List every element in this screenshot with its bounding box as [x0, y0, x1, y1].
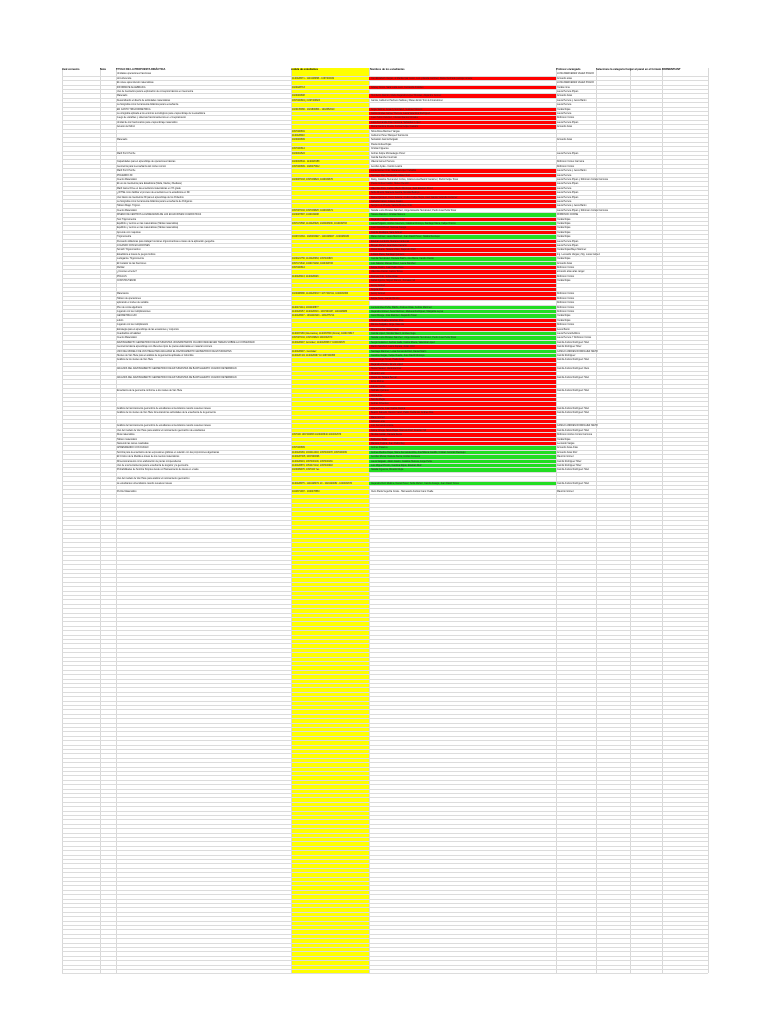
cell-profesor: Laura Herrera Pijuan	[557, 240, 579, 243]
cell-nombres: Fabián Cortés	[371, 385, 386, 388]
cell-profesor: Yeralia Rojas	[557, 280, 571, 283]
cell-nombres: Camila Sanchez Guzmán	[371, 157, 398, 159]
cell-nombres: Gloria Arce	[371, 394, 383, 397]
cell-profesor: Camilo Rodríguez Hdez	[557, 460, 582, 463]
cell-nombres: Lucía Gomez Ortiz, Mariana Lopez Ceballos	[371, 170, 417, 173]
cell-title: Math Game Drive en las enseñanza matemáticas en 7th grade	[117, 187, 181, 190]
cell-cedula: 1140428207 - Gonzalez	[292, 350, 317, 353]
cell-title: Equilibrio y centros en las matemáticas (Tablas matemática)	[117, 227, 179, 230]
spreadsheet	[62, 68, 708, 973]
cell-nombres: Isabel Aguirre, Miguel Ramos, Jhonatan Gil	[371, 280, 416, 283]
cell-title: Análisis del razonamiento geométrico de estudiantes universitarios cuando resuelven tareas	[117, 425, 211, 428]
cell-title: Uso de GeoGebra para la exploración de conceptos básicos en Geometría	[117, 91, 194, 93]
cell-title: ANÁLISIS DEL RAZONAMIENTO GEOMÉTRICO DE ESTUDIANTES DE BACHILLERATO CUANDO DETERMINAN	[117, 368, 237, 371]
cell-title: Cuento Matemático	[117, 209, 137, 212]
cell-title: Uso del modelo de Van Hiele para analizar el razonamiento geométrico de estudiantes	[117, 429, 206, 432]
cell-profesor: Robinson Andrés Cortés Carmona	[557, 434, 592, 437]
header-categoria: Seleccione la categoría Cargar al panel en el formato PARMENTIANT	[596, 68, 681, 71]
cell-nombres: Valentina Osorio, Carlos Torres	[371, 271, 403, 274]
cell-cedula: 1097487194, 1097469825, 1040032671	[292, 209, 333, 212]
cell-nombres: Felipe Castro, Juan Pablo Ossa	[371, 267, 404, 269]
cell-profesor: Laura Herrera y Jesús Barón	[557, 170, 587, 173]
cell-cedula: 1097471842, 1020471292, 1020493706	[292, 262, 333, 265]
cell-title: Aprende con maquinas	[117, 231, 141, 234]
cell-profesor: Armando arias	[557, 77, 572, 80]
cell-nombres: Alejandra Gómez, Sara Martínez, Mariana Rodríguez, Margarita Leyva	[371, 311, 444, 313]
cell-title: subón	[117, 319, 124, 322]
grid-line	[708, 68, 709, 973]
cell-nombres: Adriana Luna	[371, 421, 385, 423]
cell-profesor: Yeralia Rojas	[557, 108, 571, 111]
cell-cedula: 1097400814	[292, 267, 305, 269]
cell-title: RAZONAMIENTO GEOMÉTRICO DE ESTUDIANTES UNIVERSITARIOS CUANDO RESUELVEN TAREAS SOBRE LA CONVEXIDAD	[117, 341, 255, 344]
cell-profesor: Robinson Cortés	[557, 302, 575, 305]
cell-profesor: Armando Arias Arias	[557, 447, 578, 450]
cell-profesor: Robinson Cortés	[557, 306, 575, 309]
cell-title: Unidad de los fraccionarios para el aprendizaje matemático	[117, 121, 178, 124]
cell-profesor: Robinson Cortés	[557, 267, 575, 269]
cell-cedula: 1097400819 y 1097400823	[292, 99, 320, 102]
cell-nombres: Natalia Lucía Morales Sánchez, Jorge Eduardo Hernández, Pedro José Peña Tovar	[371, 337, 457, 340]
cell-title: ¿Conoces el lente?	[117, 271, 137, 274]
cell-nombres: Angie Sabino, Amaury Gonzalez, Gustavo Moreno	[371, 108, 423, 111]
cell-title: Naciendo las raíces cuadradas	[117, 443, 149, 445]
cell-profesor: Camilo Andrés Rodríguez Hdez	[557, 412, 590, 415]
cell-nombres: Silvia Rosa Martinez Vargas	[371, 130, 400, 133]
cell-nombres: Andrés Cifuentes	[371, 403, 389, 406]
cell-nombres: Jennifer Ayala - Camilo Loaiza	[371, 165, 402, 168]
cell-cedula: 1044871997 - 1040078863	[292, 491, 320, 494]
cell-profesor: Laura Herrera Pijuan	[557, 91, 579, 93]
cell-title: Math Puzz Puzzle	[117, 152, 136, 155]
cell-profesor: Yeralia Rojas	[557, 315, 571, 318]
cell-title: EN CANTO TRIGONOMETRICA	[117, 108, 151, 111]
cell-profesor: Robinson Cortés	[557, 297, 575, 300]
cell-title: Uso del modelo de Van Hiele para analizar el razonamiento geométrico	[117, 478, 190, 481]
cell-title: Unidades operaciones fraccionas	[117, 73, 151, 76]
cell-cedula: 1020487887, 1040032488	[292, 214, 319, 217]
cell-nombres: Alejandro Vargas, Daniela Osorio	[371, 218, 405, 221]
cell-cedula: 1020484808	[292, 95, 305, 98]
cell-cedula: 1140474414, 1034438877	[292, 306, 319, 309]
cell-profesor: Mauricio Gómez	[557, 491, 574, 494]
cell-title: Multitar	[117, 267, 125, 269]
cell-title: El uso de GeoGebra para Estadística (Moda, Media y Mediana)	[117, 183, 182, 186]
cell-title: Probabilidades de Sombra Simples desde un Planteamiento de áreas en el aula	[117, 469, 199, 472]
cell-profesor: Yeralia ruina	[557, 86, 570, 89]
cell-profesor: Laura Herrera Pijuan y Robinson Cortés Carmona	[557, 209, 608, 212]
cell-title: Desarrollando el diseño de actividades matemáticas	[117, 99, 171, 102]
cell-title: POLIEDRO 3D	[117, 174, 133, 177]
cell-profesor: Yeralia Rojas	[557, 438, 571, 441]
cell-profesor: Laura Herrera Pijuan y Robinson Cortés Carmona	[557, 179, 608, 181]
cell-cedula: 1040721364 - 1020484927 - 1140428027 - 1020484930	[292, 236, 350, 239]
cell-profesor: Armando Arias Ruíz	[557, 451, 578, 454]
cell-profesor: Yeralia Rojas	[557, 231, 571, 234]
cell-title: JUGANDO CON ECUACIONES	[117, 245, 150, 247]
cell-profesor: Laura Herrera Pijuan	[557, 245, 579, 247]
cell-profesor: Laura Herrera/Adfórés	[557, 333, 580, 335]
cell-cedula: 1020488980, 1140428033 Y 1077401511, 1040031866	[292, 293, 349, 296]
cell-nombres: Laura Pulgarín, Andrés Guerrero, Catalina Montoya, Santiago Mena, Felipe Orozco	[371, 223, 456, 225]
cell-title: La ortografía aplicada a los entornos tecnológicos para el aprendizaje de la estadística	[117, 113, 206, 115]
cell-nombres: Cristian Figueroa	[371, 148, 389, 151]
cell-title: Sombra para la enseñanza de las expresiones gráficas en relación con las proporciones algebraicas	[117, 451, 220, 454]
header-nota: Nota	[100, 68, 106, 71]
cell-title: La fotografía como herramienta didáctica para la enseñanza de Polígonos	[117, 201, 193, 203]
cell-profesor: Ing. Leonardo Vargas y Mg. Lucas Gómez	[557, 253, 600, 256]
cell-cedula: 1140428213, 1140428226	[292, 275, 319, 278]
cell-nombres: Sofía Rincón, Manuela Gaviria, Nicolás Bedoya	[371, 192, 420, 195]
cell-title: Pensando didácticas para trabajar funciones trigonométricas a través de la aplicación geogebra	[117, 240, 215, 243]
cell-title: Dimensionamiento como elaboración de piezas rompecabezas	[117, 460, 181, 463]
cell-cedula: 1140428879, 1054474142, 1097400018	[292, 465, 333, 467]
cell-profesor: Armando Arias	[557, 95, 573, 98]
cell-profesor: Camilo Andrés Rodríguez Hdez	[557, 407, 590, 410]
cell-nombres: Jaime Ortega, Silvia Rojas, Marcela Díaz, Esteban Gil	[371, 429, 427, 432]
cell-profesor: Laura Herrera	[557, 201, 572, 203]
header-profesor: Profesor encargado	[556, 68, 581, 71]
cell-profesor: Robinson Cortes Carmona	[557, 161, 585, 164]
cell-title: Estrategia para el aprendizaje de las ecuaciones y conjuntos	[117, 328, 179, 331]
cell-nombres: Mónica Salgado, Jorge Valencia	[371, 324, 404, 327]
cell-cedula: 1020135066 - 1021800801 - 1042652010	[292, 108, 335, 111]
cell-profesor: Armando Arias	[557, 262, 573, 265]
cell-title: Acuario del fútbol	[117, 126, 135, 129]
cell-cedula: 1097400814	[292, 148, 305, 151]
cell-title: Uso básico de GeoGebra 3D para el aprendizaje de los Poliedros	[117, 196, 184, 199]
cell-nombres: Andrés Felipe Montealegre Pérez	[371, 152, 406, 155]
cell-cedula: 1097400 1097400808 1020483940 1040032670	[292, 434, 342, 437]
cell-title: El Cazador de las fracciones	[117, 262, 147, 265]
cell-title: Matenado	[117, 139, 128, 142]
cell-nombres: Brayan Muñoz, Ana María Castaño	[371, 245, 407, 247]
cell-nombres: Mateo Gómez, Laura Martínez, Juan David Pérez, Natalia Restrepo	[371, 236, 440, 239]
header-nombres: Nombres de los estudiantes	[370, 68, 405, 71]
cell-title: Equilibrio y centros en las matemáticas (Tablas matemática)	[117, 223, 179, 225]
cell-profesor: Laura Herrera Pijuan	[557, 121, 579, 124]
cell-nombres: Andrea Medina Rojas, María Fernanda Ariza, Ana Milena Castillo, Cristian Gonzalo Restrepo	[371, 451, 466, 454]
cell-profesor: Camilo Rodríguez Hdez	[557, 465, 582, 467]
cell-profesor: Camilo Andrés Rodríguez Hdez	[557, 469, 590, 472]
cell-title: Jugando con las multiplicación	[117, 324, 149, 327]
cell-nombres: Alejandra Pinzón, Simón López	[371, 363, 404, 366]
cell-title: USO DEL MODELO DE VAN HIELE PARA ANALIZAR EL RAZONAMIENTO GEOMÉTRICO DE ESTUDIANTES	[117, 350, 232, 353]
cell-nombres: Nathalia Quintero	[371, 390, 389, 393]
cell-cedula: 1140428040	[292, 135, 305, 137]
cell-profesor: Camilo Andrés Rodríguez Hdez	[557, 341, 590, 344]
cell-title: Análisis de los niveles de Van Hiele fomentando las actividades de la enseñanza de la geometría	[117, 412, 216, 415]
cell-profesor: Mauricio Gómez	[557, 456, 574, 459]
cell-nombres: Isabella Franco, Juliana Castro	[371, 201, 403, 203]
cell-nombres: Daisy, Catalina Hernandez Cortés, Jolaria Luisa Beatriz Gutiérrez, Pedro Felipe Tovar	[371, 179, 459, 181]
cell-cedula: 1140428 101 1140428497 10 1097400456	[292, 355, 336, 357]
cell-title: Uso de una herramienta para la enseñanza de ángulos y la geometría	[117, 465, 189, 467]
cell-nombres: Camila Hernández, Daniela Patiño, Ana María, Camilo Osorio	[371, 258, 434, 261]
cell-nombres: Ricardo León	[371, 372, 385, 375]
cell-cedula: 1140428219, 1097400146, 1097400181	[292, 460, 333, 463]
cell-title: ¿IDTSE como facilitar el proceso de enseñanza en la estadística en 6th	[117, 192, 190, 195]
cell-title: Tablero Mago. Trigono.	[117, 205, 141, 208]
cell-cedula: 1097400831	[292, 130, 305, 133]
cell-profesor: Laura Herrera Pijuan	[557, 192, 579, 195]
cell-title: DISEÑO DE CENTROS LA ENSEÑANZA DE LAS ECUACIONES CUADRÁTICAS	[117, 214, 202, 217]
empty-row	[62, 970, 708, 974]
cell-title: Matemanía	[117, 293, 129, 296]
cell-cedula: 1097472568, 1140428026, 1020488236, 1010199783	[292, 223, 347, 225]
cell-nombres: Beatriz Salcedo, Ramiro Vélez, Pablo Cárdenas, Andrea Roa	[371, 412, 434, 415]
cell-nombres: Jenny Gómez	[371, 293, 386, 296]
cell-title: Puzzle Matemático	[117, 491, 137, 494]
cell-nombres: Mario Gómez	[371, 416, 385, 419]
cell-nombres: Valeria Gomez Herrera	[371, 161, 395, 164]
cell-nombres: Guillermo Pérez Marquez Sarmiento	[371, 135, 409, 137]
cell-profesor: Yeralia Rojas	[557, 227, 571, 230]
cell-nombres: Angela Ruiz	[371, 289, 384, 291]
cell-cedula: 1097487194, 1097469824 1040032670	[292, 337, 333, 340]
cell-profesor: Robinson Cortés	[557, 165, 575, 168]
cell-nombres: Mariana Ospina, Juan Pablo Rey	[371, 443, 405, 445]
cell-title: Matenado	[117, 95, 128, 98]
cell-nombres: Cielo Paola Vega Da Costa - Harneando Andrés Cano Ovalle	[371, 491, 434, 494]
cell-title: de estudiantes universitarios cuando resuelven tareas	[117, 482, 172, 485]
cell-nombres: Yeni Elizabeth Vargas, al Maribel par ruano, Luis yolanda martínez, Daniel Andrade pantoja rumane	[371, 77, 473, 80]
cell-title: APRENDIENDO CON DUCEO	[117, 447, 149, 450]
cell-cedula: 1140428097 - 1094440943 - 1031875714	[292, 315, 335, 318]
cell-profesor: Yeralia Rojas	[557, 258, 571, 261]
cell-title: Ludogamia. Trigonometría	[117, 258, 144, 261]
cell-title: Estadística a través de juegos lúdicos	[117, 253, 156, 256]
cell-profesor: Laura Herrera	[557, 187, 572, 190]
cell-profesor: Robinson Cortés	[557, 275, 575, 278]
cell-nombres: Liliana Peña, Juan Carlos Ospina	[371, 407, 406, 410]
cell-title: Trigonometría	[117, 236, 132, 239]
cell-profesor: LUISA MERCEDES VÉLEZ PIJANO	[557, 82, 595, 85]
cell-title: INFORMATE ALGEBRAICA	[117, 86, 146, 89]
cell-nombres: Natalia Lucía Morales Sánchez, Jorge Eduardo Hernández, Pedro José Peña Tovar	[371, 209, 457, 212]
cell-profesor: Laura Herrera	[557, 104, 572, 107]
cell-title: Cuento Matemático	[117, 337, 137, 340]
cell-title: Geometría básica aprendizaje con diferentes tipos de piezas elaboradas en material concreto	[117, 346, 213, 349]
cell-nombres: Katherine Duarte, Esteban Ríos	[371, 319, 404, 322]
cell-cedula: 1097400809 - 1020475312	[292, 165, 320, 168]
cell-title: Jugando con las multiplicaciones	[117, 311, 151, 313]
cell-profesor: Yeralia Rojas/Mayo Martínez	[557, 249, 587, 252]
cell-profesor: Camilo Andrés Rodríguez Hdez	[557, 429, 590, 432]
cell-title: POLILUS	[117, 275, 127, 278]
cell-title: Tablero matemático	[117, 438, 138, 441]
cell-profesor: Robinson Cortés	[557, 311, 575, 313]
cell-nombres: Héctor Suárez, Verónica Cruz	[371, 368, 402, 371]
cell-nombres: Oscar Gil, Tatiana Bernal	[371, 377, 397, 379]
cell-nombres: Paula Andrea Rojas	[371, 143, 392, 146]
cell-nombres: Daniel Quintero, Kevin Salazar, Andrés Felipe Mejía, Juan Camilo Velandia Gutiérrez	[371, 196, 458, 199]
cell-title: La fotografía como herramienta didáctica para la enseñanza	[117, 104, 179, 107]
cell-profesor: Armando Arias	[557, 139, 573, 142]
cell-nombres: Paula Andrea Castillo, Mateo Rendón	[371, 183, 410, 186]
cell-cedula: 1140428169, 1034414418, 1097400478, 1097400499	[292, 451, 347, 454]
cell-cedula: 1097400809	[292, 447, 305, 450]
cell-title: Análisis del razonamiento geométrico de estudiantes universitarios cuando resuelven tareas	[117, 407, 211, 410]
cell-title: circunferencia	[117, 77, 132, 80]
cell-nombres: Humberto Alarcón, Maria Alejandra Lopez Morales, Alejandro Gomez	[371, 95, 442, 98]
cell-profesor: CAMILO ANDRES RODRIGUEZ NIETO	[557, 425, 598, 428]
cell-nombres: Laura Salgado, Julián Castro, Catalina Herrera, Jorge Peña	[371, 460, 432, 463]
cell-nombres: Luisa Fernanda Arias Cardona, Sebastian Lopez	[371, 121, 421, 124]
cell-nombres: Garcia, Guillermo Pacheco Salinas y Mateo Emilo Toro & Armandomet	[371, 99, 443, 102]
cell-title: Capacidades para el aprendizaje de operaciones básicas	[117, 161, 176, 164]
cell-cedula: 1020484809	[292, 139, 305, 142]
cell-nombres: Oscar Duarte, Tatiana Vélez, Alejandro Ruiz	[371, 249, 416, 252]
cell-profesor: Yeralia Rojas	[557, 319, 571, 322]
cell-nombres: Juan David Pérez, Melissa Arango	[371, 227, 407, 230]
cell-title: El Crónico de la Medida a través de los cuentos matemáticos	[117, 456, 180, 459]
cell-nombres: Sergio Gutiérrez, Andrés Gallo, Carlos Rivera, Valentina López	[371, 341, 435, 344]
cell-nombres: Luis Salazar, Manuel Pérez, Laura Sánchez	[371, 262, 416, 265]
cell-nombres: Jenny Gómez	[371, 284, 386, 287]
cell-nombres: Camilo Restrepo, Sara Gómez	[371, 231, 403, 234]
cell-nombres: Camila López, Nicolás Sáenz, Andrea Vega	[371, 333, 416, 335]
cell-nombres: Santiago Díaz Hernández, Mateo Ruiz	[371, 174, 411, 177]
cell-nombres: Sandra Mejía	[371, 399, 385, 401]
cell-profesor: Camilo Andrés Rodríguez Nieto	[557, 368, 590, 371]
cell-cedula: 1020489976, 1097400 Yes	[292, 469, 320, 472]
cell-profesor: Yeralia Rojas	[557, 223, 571, 225]
cell-title: El relieve aprendiendo matemáticas	[117, 82, 154, 85]
cell-nombres: Tatiana Ramírez, Cristian Moreno	[371, 214, 406, 217]
cell-cedula: 1140428075 - 1140428071 10 - 1020420082 - 1040032670	[292, 482, 353, 485]
cell-profesor: Camilo Andrés Rodríguez Hdez	[557, 359, 590, 362]
cell-nombres: Luis Fernando Acosta	[371, 425, 394, 428]
cell-cedula: 1140428071 - 1143448896 - 1097400032	[292, 77, 335, 80]
cell-nombres: Valentina Ríos, Carlos Alberto Montoya, Juan Esteban Pérez	[371, 187, 433, 190]
cell-profesor: Camilo Rodríguez Hdez	[557, 346, 582, 349]
cell-profesor: Leonardo Vargas	[557, 443, 575, 445]
cell-title: aplicando el núcleo de variable	[117, 302, 149, 305]
cell-profesor: Laura Herrera y Jesús Barón	[557, 205, 587, 208]
cell-title: Cuento Matemático	[117, 179, 137, 181]
cell-nombres: Sergio Luis Pineda, Valeria Montes Ortíz	[371, 205, 413, 208]
cell-profesor: Robinson Cortés	[557, 117, 575, 120]
cell-profesor: Armando Arias	[557, 126, 573, 129]
cell-profesor: Camilo Andrés Rodríguez Hdez	[557, 390, 590, 393]
cell-cedula: 1020428713	[292, 86, 305, 89]
cell-title: GEOMETRÍA LÚDI	[117, 315, 137, 318]
cell-profesor: Camilo Andrés Rodríguez Hdez	[557, 377, 590, 379]
cell-cedula: 1140428207, Gonzalez, 1140428308 Y 1040032670	[292, 341, 345, 344]
cell-profesor: ROBINSON CORNÉ	[557, 214, 579, 217]
cell-nombres: Sebastián García Delgado	[371, 139, 398, 142]
cell-cedula: 1140487189 (Alternativa), 1140487890 (Ahora), 1020474817	[292, 333, 354, 335]
cell-nombres: Carlos Andres Gomez Herrera, Laura Valentina Rodriguez	[371, 113, 431, 115]
cell-nombres: Juliana Mesa, Santiago Quintero	[371, 253, 405, 256]
cell-nombres: Diana Cuervo, Mateo Cano	[371, 328, 399, 331]
cell-profesor: Jesús Barón	[557, 328, 570, 331]
cell-profesor: Yeralia Rojas	[557, 236, 571, 239]
cell-nombres: Natalia Figueroa, Ricardo Mejía	[371, 469, 404, 472]
cell-cedula: 1020463844 - 1140428158	[292, 161, 320, 164]
cell-cedula: 1020487193, 1097469824, 1040032670	[292, 179, 333, 181]
cell-nombres: Miguel Ángel Torres, Paola Arias	[371, 359, 405, 362]
cell-title: ANÁLISIS DEL RAZONAMIENTO GEOMÉTRICO DE ESTUDIANTES DE BACHILLERATO CUANDO DETERMINAN	[117, 377, 237, 379]
cell-profesor: armando arias arias rangel	[557, 271, 585, 274]
cell-title: Juego de variables y sistemas fraccionamientos en el mejoramiento	[117, 117, 186, 120]
cell-cedula: 1140428 505, 1097400096	[292, 456, 320, 459]
cell-nombres: Felipe Tovar, Camilo Rincón	[371, 297, 400, 300]
cell-title: Scratch Trigonométrico	[117, 249, 141, 252]
cell-nombres: Santiago Ramírez, Luisa Fernanda Díaz, Daniel Marín	[371, 350, 427, 353]
cell-title: CONSTRUYEN3D	[117, 280, 137, 283]
header-cedula: cedula de estudiantes	[291, 68, 319, 71]
cell-nombres: Daniela Ortiz, Sofía Alzate	[371, 275, 398, 278]
cell-cedula: 1140428157, 1140428319 - 1097400437, 1140428083	[292, 311, 348, 313]
cell-nombres: Diana Carolina Rueda, Andrés Felipe Castaño	[371, 126, 419, 129]
cell-title: Tablero de operaciones	[117, 297, 141, 300]
cell-nombres: Grisley Ocoro, Sara Lucia Leon, Fernando Aristides	[371, 86, 424, 89]
cell-profesor: Yeralia Rojas	[557, 218, 571, 221]
cell-nombres: Erika Molina	[371, 381, 384, 384]
cell-profesor: Laura Herrera Pijuan	[557, 183, 579, 186]
cell-nombres: Andrés Palacios	[371, 447, 388, 450]
header-titulo: TITULO DE LA PROPUESTA DIDÁCTICA	[116, 68, 166, 71]
cell-nombres: Luis Miguel Pinzón, Carolina Rojas, Esteban Ruiz	[371, 465, 422, 467]
cell-nombres: Katherine Tovar	[371, 438, 388, 441]
cell-nombres: Nicolás Gaitán, Daniela Sierra	[371, 434, 402, 437]
cell-profesor: LUISA MERCEDES VÉLEZ PIJANO	[557, 73, 595, 76]
cell-title: Cuadraditos virtualidad	[117, 333, 141, 335]
cell-profesor: CAMILO ANDRES RODRIGUEZ NIETO	[557, 350, 598, 353]
cell-nombres: Carol Monge, José Ramírez, Alejandro Tovar	[371, 315, 417, 318]
cell-title: Piso de conta algebraico	[117, 306, 143, 309]
cell-cedula: 1020461524	[292, 152, 305, 155]
cell-profesor: Laura Herrera Pijuan	[557, 196, 579, 199]
cell-profesor: Robinson Cortés	[557, 324, 575, 327]
cell-title: Ruta matemática	[117, 434, 135, 437]
cell-profesor: Camilo Rodríguez	[557, 355, 576, 357]
cell-profesor: Camilo Andrés Rodríguez Hdez	[557, 482, 590, 485]
cell-nombres: Lucía Andrea Peña, Patiño, Andrea Alzate, Andrés Martínez	[371, 306, 432, 309]
cell-nombres: Martín Sánchez, Laura Zapata, Julián Ortiz	[371, 346, 415, 349]
cell-title: Análisis de los niveles de Van Hiele	[117, 359, 154, 362]
cell-title: Test Trigonometría	[117, 218, 137, 221]
cell-nombres: Carolina Vargas, Felipe Rueda, Juan David Montoya	[371, 355, 425, 357]
cell-cedula: 1020421756, 1140428063, 1097400815	[292, 258, 333, 261]
cell-profesor: Laura Herrera y Jesús Barón	[557, 99, 587, 102]
cell-title: Math Puzz Puzzle	[117, 170, 136, 173]
cell-title: Geometría para la enseñanza del núcleo común	[117, 165, 167, 168]
cell-nombres: Juan Pablo Ordoñez, Cristian Ramiro Morales	[371, 117, 418, 120]
header-aval-convenio: Aval convenio	[62, 68, 80, 71]
cell-profesor: Laura Herrera	[557, 174, 572, 177]
cell-nombres: Esteban Londoño, Mariana Cárdenas	[371, 240, 410, 243]
cell-profesor: Laura Herrera Y Robinson Cortés	[557, 337, 592, 340]
cell-profesor: Laura Herrera Pijuan	[557, 152, 579, 155]
cell-title: Enseñanza de la geometría conforme a los niveles de Van Hiele	[117, 390, 183, 393]
cell-nombres: Alejandra Ruíz Medina, Daniel Pérez, Sofía Muñoz, Camilo Arango, Juan David Torres	[371, 482, 459, 485]
cell-profesor: Laura Herrera	[557, 113, 572, 115]
cell-profesor: Robinson Cortés	[557, 293, 575, 296]
cell-nombres: Jennifer Munar, Daniela Sierra, Andrés Fonseca	[371, 456, 420, 459]
cell-title: Niveles de Van Hiele para el análisis de la geometría aplicada en Colombia	[117, 355, 194, 357]
